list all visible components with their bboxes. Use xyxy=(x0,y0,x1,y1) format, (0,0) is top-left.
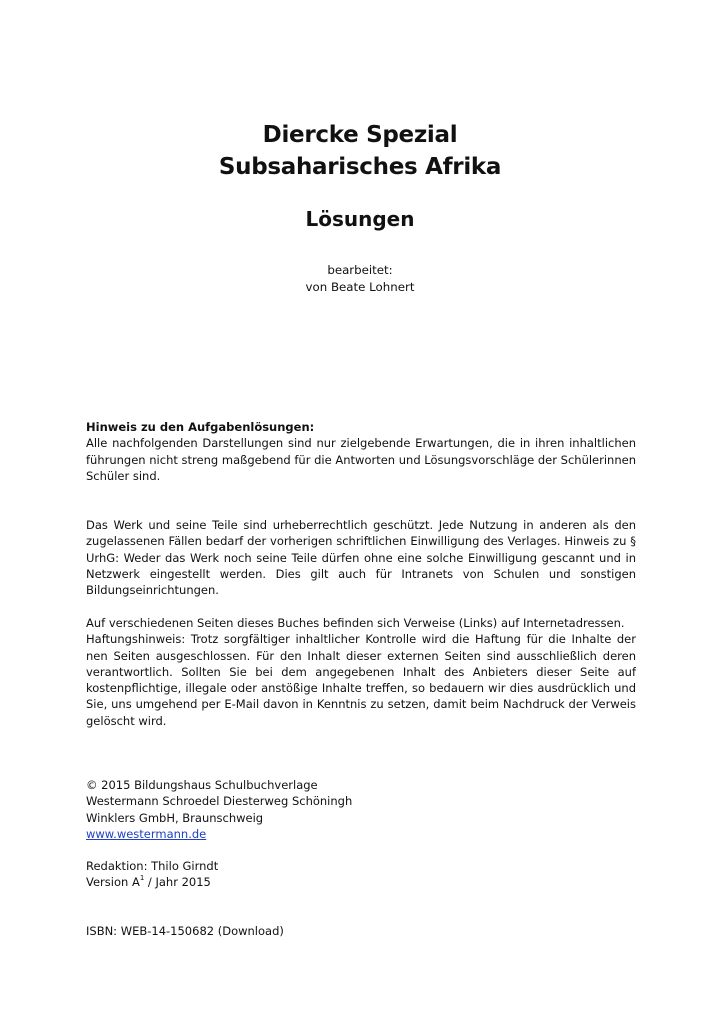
publisher-info xyxy=(86,777,636,842)
hint-heading: Hinweis zu den Aufgabenlösungen: xyxy=(86,420,315,434)
hint-line: Schüler sind. xyxy=(86,468,161,483)
document-title-line2: Subsaharisches Afrika xyxy=(218,154,502,180)
publisher-line: Westermann Schroedel Diesterweg Schöningh xyxy=(86,794,353,809)
copyright-notice xyxy=(86,517,636,598)
copyright-line: Das Werk und seine Teile sind urheberrechtlich geschützt. Jede Nutzung in anderen als den xyxy=(86,518,636,532)
isbn: ISBN: WEB-14-150682 (Download) xyxy=(86,924,284,938)
links-line: gelöscht wird. xyxy=(86,713,167,728)
copyright-line: UrhG: Weder das Werk noch seine Teile dürfen ohne eine solche Einwilligung gescannt und in xyxy=(86,550,636,565)
hint-section xyxy=(86,419,636,484)
document-subtitle: Lösungen xyxy=(305,207,415,231)
links-line: Sie, uns umgehend per E-Mail davon in Kenntnis zu setzen, damit beim Nachdruck der Verweis xyxy=(86,697,636,712)
links-line: Auf verschiedenen Seiten dieses Buches befinden sich Verweise (Links) auf Internetadressen. xyxy=(86,616,625,630)
publisher-line: Winklers GmbH, Braunschweig xyxy=(86,810,264,825)
edition-info xyxy=(86,858,636,891)
document-title-line1: Diercke Spezial xyxy=(262,122,458,148)
redaktion: Redaktion: Thilo Girndt xyxy=(86,859,219,873)
hint-line: Alle nachfolgenden Darstellungen sind nur zielgebende Erwartungen, die in ihren inhaltlichen xyxy=(86,436,636,451)
isbn-info xyxy=(86,923,636,939)
links-line: nen Seiten ausgeschlossen. Für den Inhalt dieser externen Seiten sind ausschließlich deren xyxy=(86,648,636,663)
version xyxy=(86,874,636,890)
links-line: kostenpflichtige, illegale oder anstößige Inhalte treffen, so bedauern wir dies ausdrücklich und xyxy=(86,681,636,696)
copyright-line: Netzwerk eingestellt werden. Dies gilt auch für Intranets von Schulen und sonstigen xyxy=(86,566,636,581)
editor-label: bearbeitet: xyxy=(327,263,393,277)
copyright-line: Bildungseinrichtungen. xyxy=(86,583,219,598)
version-prefix: Version A xyxy=(86,875,140,890)
links-notice xyxy=(86,615,636,729)
version-suffix: / Jahr 2015 xyxy=(144,875,211,890)
links-line: Haftungshinweis: Trotz sorgfältiger inhaltlicher Kontrolle wird die Haftung für die Inhalte der xyxy=(86,632,636,647)
hint-line: führungen nicht streng maßgebend für die Antworten und Lösungsvorschläge der Schülerinnen xyxy=(86,452,636,467)
copyright-line: zugelassenen Fällen bedarf der vorherigen schriftlichen Einwilligung des Verlages. Hinweis zu § xyxy=(86,534,636,549)
editor-name: von Beate Lohnert xyxy=(305,280,415,294)
publisher-website-link[interactable]: www.westermann.de xyxy=(86,826,207,841)
publisher-line: © 2015 Bildungshaus Schulbuchverlage xyxy=(86,778,318,792)
links-line: verantwortlich. Sollten Sie bei dem angegebenen Inhalt des Anbieters dieser Seite auf xyxy=(86,664,636,679)
version-superscript: 1 xyxy=(139,874,145,883)
